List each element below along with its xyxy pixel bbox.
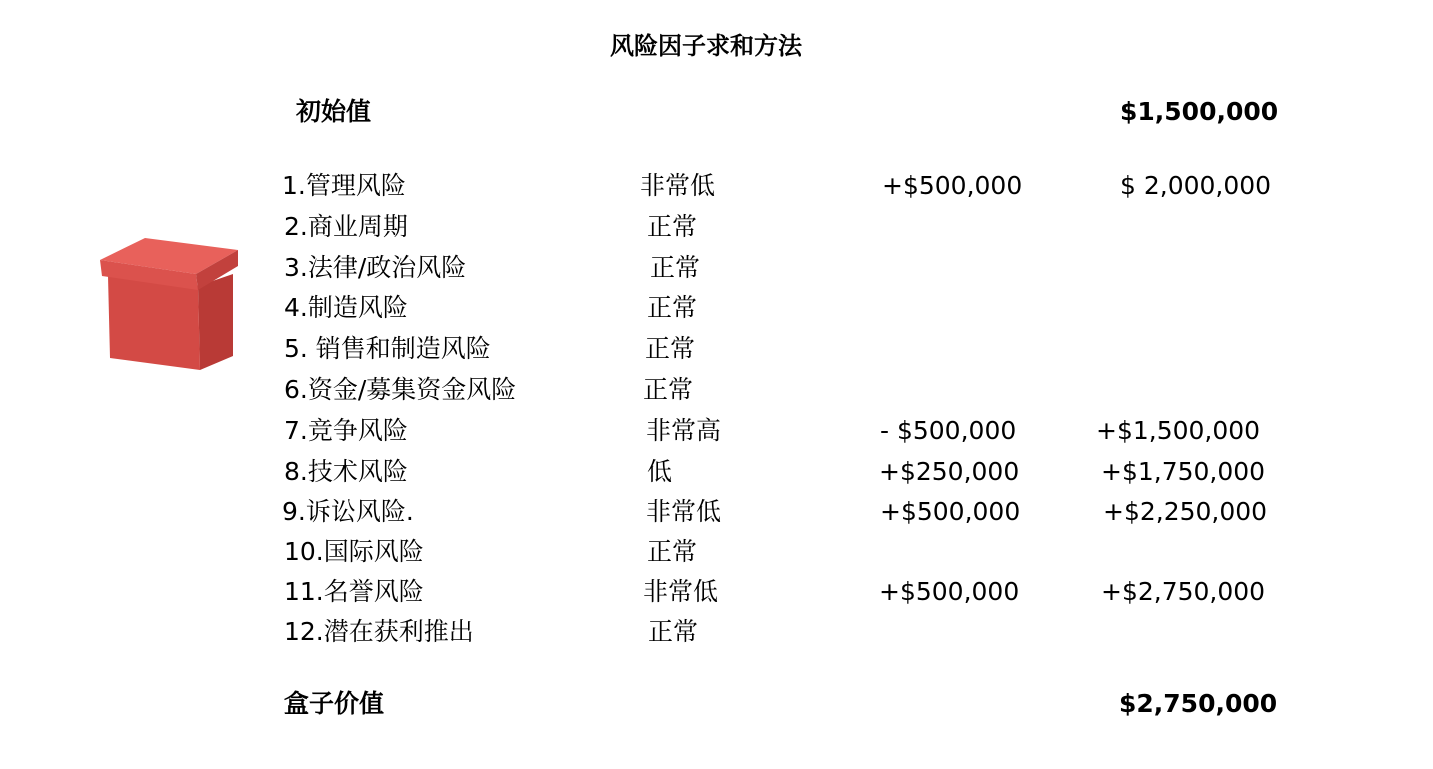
running-total: +$2,250,000 <box>1103 497 1268 526</box>
running-total: $ 2,000,000 <box>1120 171 1272 200</box>
running-total: +$1,750,000 <box>1101 457 1266 486</box>
risk-level: 非常低 <box>640 171 716 200</box>
risk-adjustment: +$500,000 <box>879 577 1020 606</box>
risk-adjustment: - $500,000 <box>880 416 1017 445</box>
risk-level: 非常低 <box>643 577 719 606</box>
risk-label: 3.法律/政治风险 <box>284 253 467 282</box>
risk-label: 11.名誉风险 <box>284 577 424 606</box>
risk-label: 1.管理风险 <box>282 171 406 200</box>
risk-label: 9.诉讼风险. <box>282 497 414 526</box>
risk-label: 10.国际风险 <box>284 537 424 566</box>
risk-adjustment: +$500,000 <box>880 497 1021 526</box>
page-title: 风险因子求和方法 <box>610 32 802 60</box>
risk-level: 正常 <box>647 537 698 566</box>
running-total: +$1,500,000 <box>1096 416 1261 445</box>
risk-level: 非常低 <box>646 497 722 526</box>
risk-label: 12.潜在获利推出 <box>284 617 474 646</box>
risk-level: 正常 <box>650 253 701 282</box>
risk-label: 8.技术风险 <box>284 457 408 486</box>
box-value-label: 盒子价值 <box>284 689 385 718</box>
risk-label: 2.商业周期 <box>284 212 408 241</box>
risk-level: 非常高 <box>646 416 722 445</box>
risk-level: 低 <box>647 457 673 486</box>
gift-box-icon <box>100 238 240 373</box>
risk-label: 4.制造风险 <box>284 293 408 322</box>
risk-level: 正常 <box>647 212 698 241</box>
risk-level: 正常 <box>648 617 699 646</box>
risk-adjustment: +$500,000 <box>882 171 1023 200</box>
risk-level: 正常 <box>647 293 698 322</box>
risk-level: 正常 <box>643 375 694 404</box>
risk-label: 6.资金/募集资金风险 <box>284 375 517 404</box>
risk-label: 7.竞争风险 <box>284 416 408 445</box>
running-total: +$2,750,000 <box>1101 577 1266 606</box>
initial-value-amount: $1,500,000 <box>1120 97 1279 126</box>
initial-value-label: 初始值 <box>296 97 372 126</box>
risk-level: 正常 <box>645 334 696 363</box>
risk-label: 5. 销售和制造风险 <box>284 334 491 363</box>
risk-adjustment: +$250,000 <box>879 457 1020 486</box>
box-value-amount: $2,750,000 <box>1119 689 1278 718</box>
